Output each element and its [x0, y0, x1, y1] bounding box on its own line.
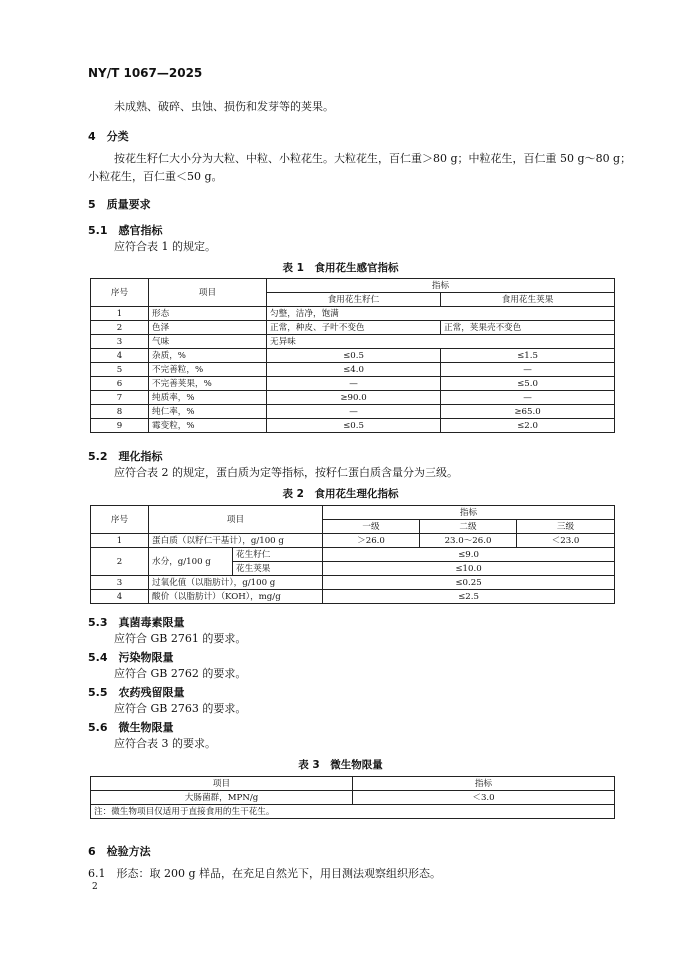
- paragraph: 未成熟、破碎、虫蚀、损伤和发芽等的荚果。: [114, 100, 334, 113]
- table-header: 项目: [149, 506, 323, 534]
- paragraph: 应符合 GB 2762 的要求。: [114, 667, 247, 680]
- table-cell: ＜3.0: [353, 791, 615, 805]
- paragraph: 6.1 形态：取 200 g 样品，在充足自然光下，用目测法观察组织形态。: [88, 867, 442, 880]
- table-cell: 杂质，%: [149, 349, 267, 363]
- table-physicochemical: [90, 505, 615, 604]
- section-heading: 5.4 污染物限量: [88, 651, 174, 664]
- section-heading: 5.5 农药残留限量: [88, 686, 185, 699]
- table-row: [91, 548, 615, 562]
- table-cell: 纯质率，%: [149, 391, 267, 405]
- paragraph: 应符合 GB 2763 的要求。: [114, 702, 247, 715]
- table-cell: 3: [91, 576, 149, 590]
- table-sensory: [90, 278, 615, 433]
- table-cell: 不完善荚果，%: [149, 377, 267, 391]
- table-header: 项目: [149, 279, 267, 307]
- table-row: [91, 590, 615, 604]
- table-cell: ＜23.0: [517, 534, 615, 548]
- table-cell: 1: [91, 307, 149, 321]
- table-cell: 1: [91, 534, 149, 548]
- paragraph: 应符合表 2 的规定，蛋白质为定等指标，按籽仁蛋白质含量分为三级。: [114, 466, 458, 479]
- table-cell: 4: [91, 349, 149, 363]
- table-cell: —: [441, 363, 615, 377]
- table-row: [91, 377, 615, 391]
- paragraph: 小粒花生，百仁重＜50 g。: [88, 170, 223, 183]
- section-heading: 4 分类: [88, 130, 129, 143]
- table-cell: 2: [91, 321, 149, 335]
- table-cell: ≤5.0: [441, 377, 615, 391]
- table-cell: 8: [91, 405, 149, 419]
- table-header: 食用花生籽仁: [267, 293, 441, 307]
- table-row: [91, 419, 615, 433]
- table-cell: 花生荚果: [233, 562, 323, 576]
- section-heading: 5.1 感官指标: [88, 224, 163, 237]
- table-row: [91, 363, 615, 377]
- table-row: [91, 534, 615, 548]
- table-cell: ＞26.0: [323, 534, 420, 548]
- table-cell: 无异味: [267, 335, 615, 349]
- section-heading: 5 质量要求: [88, 198, 151, 211]
- table-cell: —: [267, 405, 441, 419]
- section-heading: 5.6 微生物限量: [88, 721, 174, 734]
- table-row: [91, 335, 615, 349]
- section-heading: 5.2 理化指标: [88, 450, 163, 463]
- table-row: [91, 307, 615, 321]
- table-cell: 2: [91, 548, 149, 576]
- table-cell: —: [441, 391, 615, 405]
- table-cell: 3: [91, 335, 149, 349]
- section-heading: 6 检验方法: [88, 845, 151, 858]
- table-cell: 9: [91, 419, 149, 433]
- table-cell: ≤0.5: [267, 419, 441, 433]
- paragraph: 按花生籽仁大小分为大粒、中粒、小粒花生。大粒花生，百仁重＞80 g；中粒花生，百仁重 50 g～80 g；: [114, 152, 632, 165]
- table-header: 三级: [517, 520, 615, 534]
- paragraph: 应符合表 1 的规定。: [114, 240, 216, 253]
- table-cell: 不完善粒，%: [149, 363, 267, 377]
- table-cell: 匀整，洁净，饱满: [267, 307, 615, 321]
- table-cell: 霉变粒，%: [149, 419, 267, 433]
- table-cell: 6: [91, 377, 149, 391]
- table-cell: 色泽: [149, 321, 267, 335]
- table-header: 序号: [91, 506, 149, 534]
- table-header: 指标: [267, 279, 615, 293]
- table-header: 二级: [420, 520, 517, 534]
- table-header: 序号: [91, 279, 149, 307]
- table-cell: 正常，荚果壳不变色: [441, 321, 615, 335]
- document-header: NY/T 1067—2025: [88, 66, 203, 80]
- table-cell: 5: [91, 363, 149, 377]
- table-caption: 表 2 食用花生理化指标: [282, 488, 399, 500]
- table-row: [91, 321, 615, 335]
- table-cell: 气味: [149, 335, 267, 349]
- table-header: 食用花生荚果: [441, 293, 615, 307]
- table-cell: 形态: [149, 307, 267, 321]
- table-cell: ≤9.0: [323, 548, 615, 562]
- table-header: 指标: [353, 777, 615, 791]
- page-number: 2: [92, 882, 98, 892]
- table-header: 指标: [323, 506, 615, 520]
- table-cell: ≤4.0: [267, 363, 441, 377]
- table-cell: —: [267, 377, 441, 391]
- table-cell: 23.0～26.0: [420, 534, 517, 548]
- table-cell: ≤2.5: [323, 590, 615, 604]
- table-cell: 花生籽仁: [233, 548, 323, 562]
- table-cell: 7: [91, 391, 149, 405]
- paragraph: 应符合表 3 的要求。: [114, 737, 216, 750]
- table-row: [91, 805, 615, 819]
- table-cell: ≥65.0: [441, 405, 615, 419]
- table-header: 一级: [323, 520, 420, 534]
- paragraph: 应符合 GB 2761 的要求。: [114, 632, 247, 645]
- table-cell: 纯仁率，%: [149, 405, 267, 419]
- table-row: [91, 791, 615, 805]
- table-cell: 水分，g/100 g: [149, 548, 233, 576]
- table-cell: 4: [91, 590, 149, 604]
- section-heading: 5.3 真菌毒素限量: [88, 616, 185, 629]
- table-caption: 表 1 食用花生感官指标: [282, 262, 399, 274]
- table-cell: ≤1.5: [441, 349, 615, 363]
- table-cell: 酸价（以脂肪计）（KOH），mg/g: [149, 590, 323, 604]
- table-cell: ≥90.0: [267, 391, 441, 405]
- table-row: [91, 576, 615, 590]
- table-cell: ≤0.5: [267, 349, 441, 363]
- table-caption: 表 3 微生物限量: [298, 759, 383, 771]
- table-cell: 蛋白质（以籽仁干基计），g/100 g: [149, 534, 323, 548]
- table-row: [91, 349, 615, 363]
- table-cell: ≤10.0: [323, 562, 615, 576]
- table-row: [91, 391, 615, 405]
- table-cell: 正常，种皮、子叶不变色: [267, 321, 441, 335]
- table-note: 注：微生物项目仅适用于直接食用的生干花生。: [91, 805, 615, 819]
- table-header: 项目: [91, 777, 353, 791]
- table-row: [91, 405, 615, 419]
- table-microbial: [90, 776, 615, 819]
- table-cell: 大肠菌群，MPN/g: [91, 791, 353, 805]
- table-cell: ≤2.0: [441, 419, 615, 433]
- table-cell: ≤0.25: [323, 576, 615, 590]
- table-cell: 过氧化值（以脂肪计），g/100 g: [149, 576, 323, 590]
